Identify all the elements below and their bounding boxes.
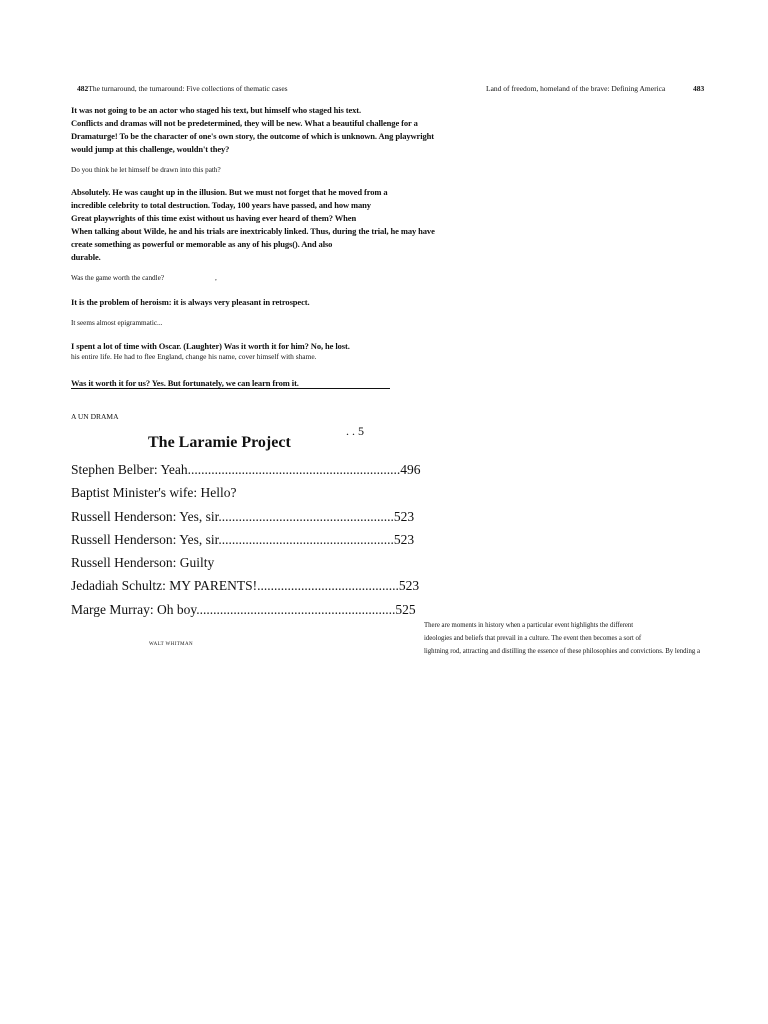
answer-4: I spent a lot of time with Oscar. (Laughter) Was it worth it for him? No, he lost. xyxy=(71,341,350,351)
answer-2-line: Absolutely. He was caught up in the illusion. But we must not forget that he moved from a xyxy=(71,187,388,197)
answer-2 xyxy=(71,186,435,264)
toc-entry-text: Russell Henderson: Yes, sir xyxy=(71,508,219,524)
toc-entry-text: Baptist Minister's wife: Hello? xyxy=(71,485,237,501)
question-3: It seems almost epigrammatic... xyxy=(71,319,163,327)
left-running-header xyxy=(77,84,288,93)
left-page-number: 482 xyxy=(77,84,89,93)
answer-2-line: incredible celebrity to total destruction. Today, 100 years have passed, and how many xyxy=(71,200,371,210)
essay-line: lightning rod, attracting and distilling the essence of these philosophies and convictions. By lending a xyxy=(424,648,700,655)
answer-3: It is the problem of heroism: it is always very pleasant in retrospect. xyxy=(71,297,310,307)
toc-entry-text: Russell Henderson: Guilty xyxy=(71,555,215,571)
answer-2-line: durable. xyxy=(71,252,101,262)
essay-paragraph xyxy=(424,619,724,658)
toc-entry xyxy=(71,551,420,574)
answer-5: Was it worth it for us? Yes. But fortunately, we can learn from it. xyxy=(71,378,299,388)
answer-1 xyxy=(71,104,435,156)
toc-entry-dots: ........................................................... xyxy=(196,601,396,617)
toc-entry-text: Russell Henderson: Yes, sir xyxy=(71,531,219,547)
section-label: A UN DRAMA xyxy=(71,412,119,421)
toc-entry-text: Stephen Belber: Yeah xyxy=(71,462,188,477)
toc-entry-dots: .......................................... xyxy=(257,578,399,594)
toc-entry-text: Marge Murray: Oh boy xyxy=(71,601,197,617)
toc-entry-page: 525 xyxy=(395,601,416,617)
right-page-number: 483 xyxy=(693,84,705,93)
toc-top-number: . . 5 xyxy=(346,424,364,438)
toc-entry-dots: .................................................... xyxy=(218,531,394,547)
answer-2-line: create something as powerful or memorable as any of his plugs(). And also xyxy=(71,239,333,249)
toc-entry-page: 523 xyxy=(393,531,415,547)
toc-entry-page: 523 xyxy=(393,508,415,524)
toc-entry-page: 496 xyxy=(400,462,421,477)
essay-line: ideologies and beliefs that prevail in a culture. The event then becomes a sort of xyxy=(424,635,642,642)
answer-1-line: Conflicts and dramas will not be predetermined, they will be new. What a beautiful challenge for a xyxy=(71,118,418,128)
answer-1-line: It was not going to be an actor who staged his text, but himself who staged his text. xyxy=(71,105,362,115)
section-divider xyxy=(71,388,390,389)
essay-line: There are moments in history when a particular event highlights the different xyxy=(424,622,634,629)
toc-entry-page: 523 xyxy=(398,578,420,594)
attribution: WALT WHITMAN xyxy=(149,642,194,647)
toc-entry xyxy=(71,598,420,621)
toc-list xyxy=(71,458,420,621)
toc-entry-text: Jedadiah Schultz: MY PARENTS! xyxy=(71,578,258,594)
answer-1-line: Dramaturge! To be the character of one's own story, the outcome of which is unknown. Ang playwright xyxy=(71,131,435,141)
answer-1-line: would jump at this challenge, wouldn't they? xyxy=(71,144,230,154)
toc-entry xyxy=(71,574,420,597)
toc-title: The Laramie Project xyxy=(148,434,291,451)
question-2: Was the game worth the candle? xyxy=(71,274,165,282)
left-header-title: The turnaround, the turnaround: Five collections of thematic cases xyxy=(88,84,288,93)
question-1: Do you think he let himself be drawn into this path? xyxy=(71,166,221,174)
answer-2-line: Great playwrights of this time exist without us having ever heard of them? When xyxy=(71,213,357,223)
toc-entry-dots: ............................................................... xyxy=(187,462,401,477)
toc-entry xyxy=(71,528,420,551)
answer-2-line: When talking about Wilde, he and his trials are inextricably linked. Thus, during the trial, he may have xyxy=(71,226,435,236)
toc-entry xyxy=(71,458,420,481)
toc-entry-dots: .................................................... xyxy=(218,508,394,524)
answer-4-continued: his entire life. He had to flee England, change his name, cover himself with shame. xyxy=(71,352,317,361)
question-2-mark: , xyxy=(215,274,217,282)
toc-entry xyxy=(71,505,420,528)
toc-entry xyxy=(71,481,420,504)
right-header-title: Land of freedom, homeland of the brave: Defining America xyxy=(486,84,666,93)
